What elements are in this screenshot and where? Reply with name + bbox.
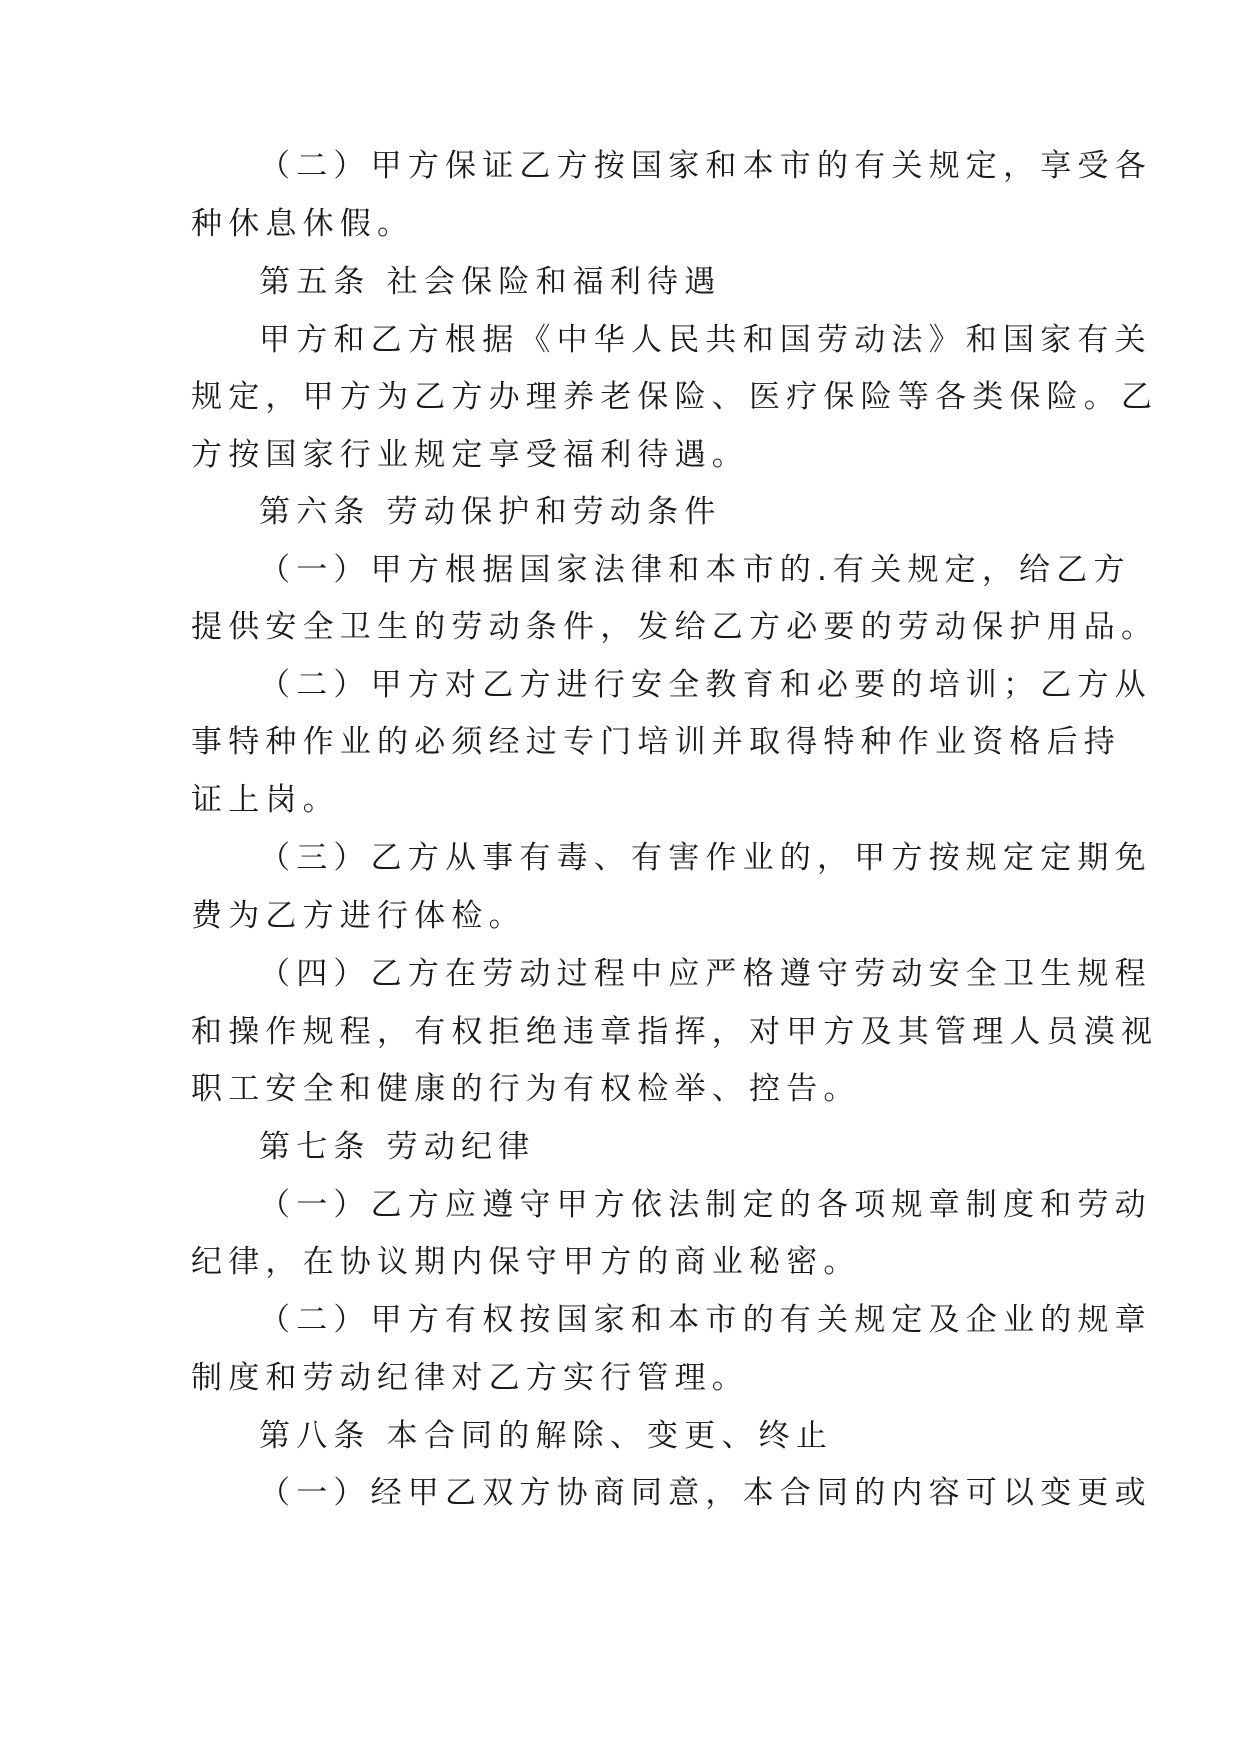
paragraph-line: 提供安全卫生的劳动条件，发给乙方必要的劳动保护用品。 bbox=[191, 609, 1159, 645]
paragraph-line: 职工安全和健康的行为有权检举、控告。 bbox=[191, 1071, 861, 1107]
paragraph-line: 纪律，在协议期内保守甲方的商业秘密。 bbox=[191, 1244, 861, 1280]
article-heading-5: 第五条 社会保险和福利待遇 bbox=[259, 264, 722, 300]
article-heading-6: 第六条 劳动保护和劳动条件 bbox=[259, 494, 722, 530]
article-heading-8: 第八条 本合同的解除、变更、终止 bbox=[259, 1418, 834, 1454]
paragraph-line: （二）甲方保证乙方按国家和本市的有关规定，享受各 bbox=[259, 148, 1152, 184]
paragraph-line: 方按国家行业规定享受福利待遇。 bbox=[191, 437, 749, 473]
paragraph-line: （一）经甲乙双方协商同意，本合同的内容可以变更或 bbox=[259, 1475, 1152, 1511]
paragraph-line: （一）乙方应遵守甲方依法制定的各项规章制度和劳动 bbox=[259, 1187, 1152, 1223]
paragraph-line: （三）乙方从事有毒、有害作业的，甲方按规定定期免 bbox=[259, 840, 1152, 876]
paragraph-line: 费为乙方进行体检。 bbox=[191, 898, 526, 934]
paragraph-line: 规定，甲方为乙方办理养老保险、医疗保险等各类保险。乙 bbox=[191, 379, 1159, 415]
paragraph-line: （二）甲方对乙方进行安全教育和必要的培训；乙方从 bbox=[259, 667, 1152, 703]
paragraph-line: 甲方和乙方根据《中华人民共和国劳动法》和国家有关 bbox=[259, 322, 1152, 358]
paragraph-line: （四）乙方在劳动过程中应严格遵守劳动安全卫生规程 bbox=[259, 956, 1152, 992]
paragraph-line: 证上岗。 bbox=[191, 782, 340, 818]
article-heading-7: 第七条 劳动纪律 bbox=[259, 1129, 536, 1165]
paragraph-line: （一）甲方根据国家法律和本市的.有关规定，给乙方 bbox=[259, 552, 1131, 588]
paragraph-line: 和操作规程，有权拒绝违章指挥，对甲方及其管理人员漠视 bbox=[191, 1014, 1159, 1050]
paragraph-line: 种休息休假。 bbox=[191, 206, 415, 242]
paragraph-line: 事特种作业的必须经过专门培训并取得特种作业资格后持 bbox=[191, 724, 1121, 760]
paragraph-line: 制度和劳动纪律对乙方实行管理。 bbox=[191, 1360, 749, 1396]
paragraph-line: （二）甲方有权按国家和本市的有关规定及企业的规章 bbox=[259, 1302, 1152, 1338]
